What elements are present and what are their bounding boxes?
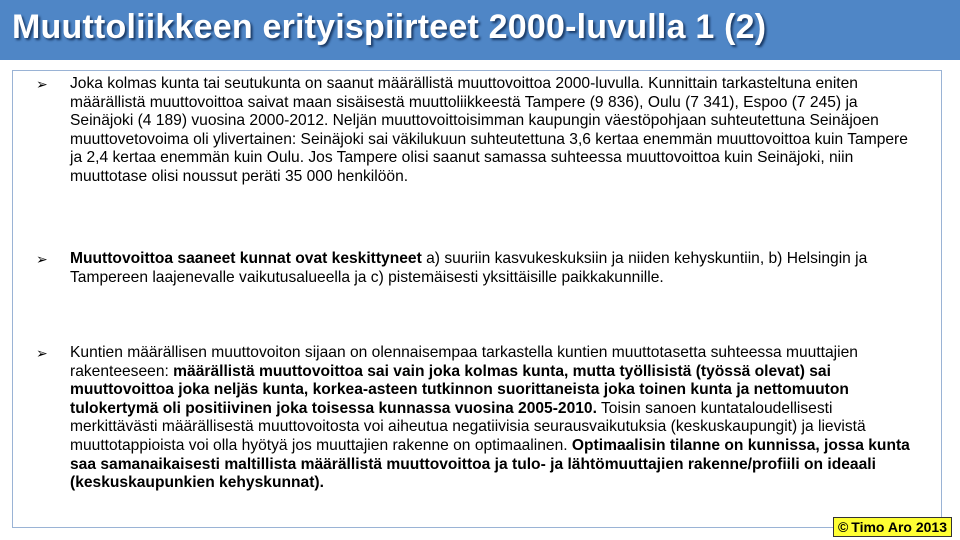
copyright-badge: [833, 517, 952, 537]
copyright-text: Timo Aro 2013: [851, 519, 947, 535]
bullet-item: [36, 75, 916, 187]
bullet-text-part-bold: määrällistä muuttovoittoa sai vain joka kolmas kunta, mutta työllisistä (työssä olevat) sai muuttovoittoa joka neljäs kunta, korkea-asteen tutkinnon suorittaneista joka toinen kunta ja nettomuuton tulokertymä oli positiivinen joka toisessa kunnassa vuosina 2005-2010.: [70, 362, 849, 417]
slide-title: Muuttoliikkeen erityispiirteet 2000-luvulla 1 (2): [12, 8, 767, 46]
bullet-text-part: Kuntien määrällisen muuttovoiton sijaan on olennaisempaa tarkastella kuntien muuttotasetta suhteessa muuttajien rakenteeseen:: [70, 344, 858, 380]
bullet-text: [70, 250, 916, 287]
bullet-text: [70, 75, 916, 187]
title-bar: [0, 0, 960, 60]
bullet-text-part: a) suuriin kasvukeskuksiin ja niiden kehyskuntiin, b) Helsingin ja Tampereen laajenevalle vaikutusalueella ja c) pistemäisesti yksittäisille paikkakunnille.: [70, 250, 868, 286]
bullet-text: [70, 344, 916, 493]
bullet-item: [36, 344, 916, 493]
bullet-item: [36, 250, 916, 287]
arrow-bullet-icon: ➢: [36, 76, 48, 92]
bullet-text-part-bold: Optimaalisin tilanne on kunnissa, jossa kunta saa samanaikaisesti maltillista määrällistä muuttovoittoa ja tulo- ja lähtömuuttajien rakenne/profiili on ideaali (keskuskaupunkien kehyskunnat).: [70, 436, 910, 492]
bullet-text-part-bold: Muuttovoittoa saaneet kunnat ovat keskittyneet: [70, 250, 422, 267]
bullet-text-part: Toisin sanoen kuntataloudellisesti merkittävästi määrällisestä muuttovoitosta voi aiheutua negatiivisia seurausvaikutuksia (keskuskaupungit) ja lievistä muuttotappioista voi olla hyötyä jos muuttajien rakenne on optimaalinen.: [70, 399, 866, 454]
arrow-bullet-icon: ➢: [36, 345, 48, 361]
bullet-text-part: Joka kolmas kunta tai seutukunta on saanut määrällistä muuttovoittoa 2000-luvulla. Kunnittain tarkasteltuna eniten määrällistä muuttovoittoa saivat maan sisäisestä muuttoliikkeestä Tampere (9 836), Oulu (7 341), Espoo (7 245) ja Seinäjoki (4 189) vuosina 2000-2012. Neljän muuttovoittoisimman kaupungin väestöpohjaan suhteutettuna Seinäjoen muuttovetovoima oli ylivertainen: Seinäjoki sai väkilukuun suhteutettuna 3,6 kertaa enemmän muuttovoittoa kuin Tampere ja 2,4 kertaa enemmän kuin Oulu. Jos Tampere olisi saanut samassa suhteessa muuttovoittoa kuin Seinäjoki, niin muuttotase olisi noussut peräti 35 000 henkilöön.: [70, 75, 908, 185]
copyright-symbol: ©: [837, 519, 849, 535]
arrow-bullet-icon: ➢: [36, 251, 48, 267]
